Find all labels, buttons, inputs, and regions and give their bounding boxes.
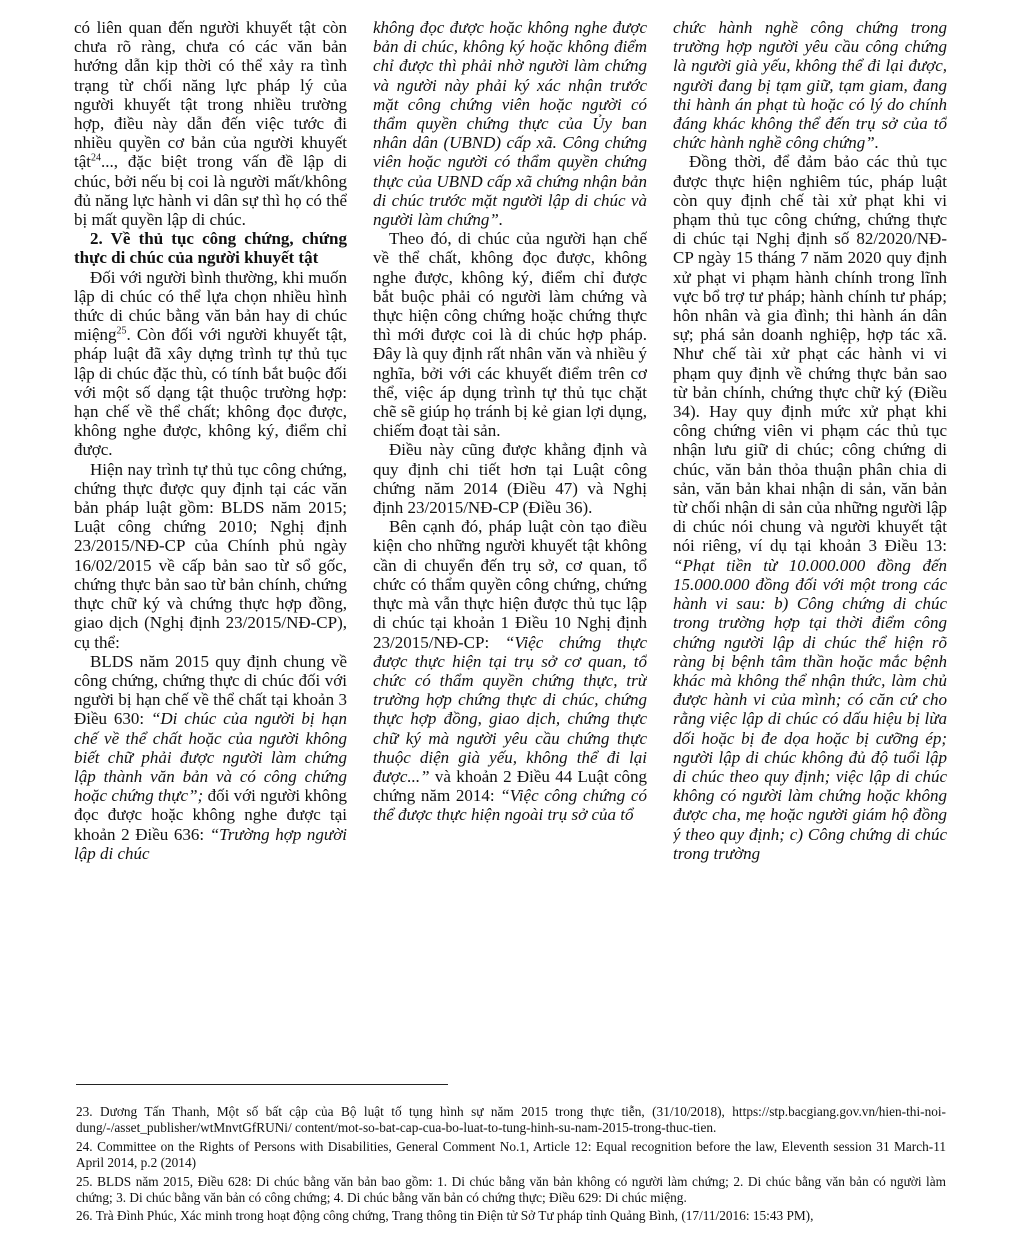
column-3 <box>673 18 947 1058</box>
paragraph-text: . Còn đối với người khuyết tật, pháp luật đã xây dựng trình tự thủ tục lập di chúc đặc thù, có tính bắt buộc đối với một số dạng tật thuộc trường hợp: hạn chế về thể chất; không đọc được, không nghe được, không ký, điểm chỉ được. <box>74 325 347 460</box>
legal-quote: không đọc được hoặc không nghe được bản di chúc, không ký hoặc không điểm chỉ được thì phải nhờ người làm chứng và người này phải ký xác nhận trước mặt công chứng viên hoặc người có thẩm quyền chứng thực của Ủy ban nhân dân (UBND) cấp xã. Công chứng viên hoặc người có thẩm quyền chứng thực của UBND cấp xã chứng nhận bản di chúc trước mặt người lập di chúc và người làm chứng”. <box>373 18 647 230</box>
legal-quote: “Di chúc của người bị hạn chế về thể chất hoặc của người không biết chữ phải được người làm chứng lập thành văn bản và có công chứng hoặc chứng thực”; <box>74 709 347 806</box>
paragraph <box>74 18 347 229</box>
paragraph <box>673 152 947 863</box>
paragraph-text: đối với người không đọc được hoặc không nghe được tại khoản 2 Điều 636: <box>74 786 347 844</box>
paragraph-text: và khoản 2 Điều 44 Luật công chứng năm 2014: <box>373 766 647 806</box>
paragraph-text: có liên quan đến người khuyết tật còn chưa rõ ràng, chưa có các văn bản hướng dẫn kịp thời có thể xảy ra tình trạng từ chối năng lực pháp lý của người khuyết tật trong nhiều trường hợp, điều này dẫn đến việc tước đi nhiều quyền cơ bản của người khuyết tật <box>74 18 347 172</box>
paragraph-text: Bên cạnh đó, pháp luật còn tạo điều kiện cho những người khuyết tật không cần di chuyển đến trụ sở, cơ quan, tổ chức có thẩm quyền công chứng, chứng thực mà vẫn thực hiện được thủ tục lập di chúc tại khoản 1 Điều 10 Nghị định 23/2015/NĐ-CP: <box>373 517 647 652</box>
paragraph-text: Đối với người bình thường, khi muốn lập di chúc có thể lựa chọn nhiều hình thức di chúc bằng văn bản hay di chúc miệng <box>74 267 347 345</box>
legal-quote: “Trường hợp người lập di chúc <box>74 824 347 863</box>
legal-quote: “Việc chứng thực được thực hiện tại trụ sở cơ quan, tổ chức có thẩm quyền chứng thực, trừ trường hợp chứng thực di chúc, chứng thực hợp đồng, giao dịch, chứng thực chữ ký mà người yêu cầu chứng thực thuộc diện già yếu, không thể đi lại được...” <box>373 632 647 786</box>
paragraph: Điều này cũng được khẳng định và quy định chi tiết hơn tại Luật công chứng năm 2014 (Điều 47) và Nghị định 23/2015/NĐ-CP (Điều 36). <box>373 440 647 518</box>
paragraph: Theo đó, di chúc của người hạn chế về thể chất, không đọc được, không nghe được, không ký, điểm chỉ được bắt buộc phải có người làm chứng và thực hiện công chứng hoặc chứng thực thì mới được coi là di chúc hợp pháp. Đây là quy định rất nhân văn và nhiều ý nghĩa, bởi với các khuyết điểm trên cơ thể, việc áp dụng trình tự thủ tục chặt chẽ sẽ giúp họ tránh bị kẻ gian lợi dụng, chiếm đoạt tài sản. <box>373 229 647 441</box>
footnote-23: 23. Dương Tấn Thanh, Một số bất cập của Bộ luật tố tụng hình sự năm 2015 trong thực tiễn, (31/10/2018), https://stp.bacgiang.gov.vn/hien-thi-noi-dung/-/asset_publisher/wtMnvtGfRUNi/ content/mot-so-bat-cap-cua-bo-luat-to-tung-hinh-su-nam-2015-trong-thuc-tien. <box>76 1104 946 1136</box>
paragraph-text: Đồng thời, để đảm bảo các thủ tục được thực hiện nghiêm túc, pháp luật còn quy định chế tài xử phạt khi vi phạm thủ tục công chứng, chứng thực di chúc tại Nghị định số 82/2020/NĐ-CP ngày 15 tháng 7 năm 2020 quy định xử phạt vi phạm hành chính trong lĩnh vực bổ trợ tư pháp; hành chính tư pháp; hôn nhân và gia đình; thi hành án dân sự; phá sản doanh nghiệp, hợp tác xã. Như chế tài xử phạt các hành vi vi phạm quy định về chứng thực bản sao từ bản chính, chứng thực chữ ký (Điều 34). Hay quy định mức xử phạt khi công chứng viên vi phạm các thủ tục nhận lưu giữ di chúc; công chứng di chúc, văn bản thỏa thuận phân chia di sản, văn bản khai nhận di sản, văn bản từ chối nhận di sản của những người lập di chúc nói chung và người khuyết tật nói riêng, ví dụ tại khoản 3 Điều 13: <box>673 152 947 556</box>
paragraph-text: BLDS năm 2015 quy định chung về công chứng, chứng thực di chúc đối với người bị hạn chế về thể chất tại khoản 3 Điều 630: <box>74 651 347 729</box>
paragraph <box>373 517 647 824</box>
paragraph-text: ..., đặc biệt trong vấn đề lập di chúc, bởi nếu bị coi là người mất/không đủ năng lực hành vi dân sự thì họ có thể bị mất quyền lập di chúc. <box>74 152 347 230</box>
footnote-25: 25. BLDS năm 2015, Điều 628: Di chúc bằng văn bản bao gồm: 1. Di chúc bằng văn bản không có người làm chứng; 2. Di chúc bằng văn bản có người làm chứng; 3. Di chúc bằng văn bản có công chứng; 4. Di chúc bằng văn bản có chứng thực; Điều 629: Di chúc miệng. <box>76 1173 946 1206</box>
body-columns <box>74 18 947 1058</box>
footnote-divider <box>76 1084 448 1085</box>
footnote-ref[interactable]: 24 <box>91 152 101 164</box>
footnote-26: 26. Trà Đình Phúc, Xác minh trong hoạt động công chứng, Trang thông tin Điện tử Sở Tư pháp tỉnh Quảng Bình, (17/11/2016: 15:43 PM), <box>76 1208 814 1224</box>
footnote-ref[interactable]: 25 <box>116 325 127 337</box>
column-1 <box>74 18 347 1058</box>
paragraph <box>74 268 347 460</box>
paragraph: Hiện nay trình tự thủ tục công chứng, chứng thực được quy định tại các văn bản pháp luật gồm: BLDS năm 2015; Luật công chứng 2010; Nghị định 23/2015/NĐ-CP của Chính phủ ngày 16/02/2015 về cấp bản sao từ sổ gốc, chứng thực bản sao từ bản chính, chứng thực chữ ký và chứng thực hợp đồng, giao dịch (Nghị định 23/2015/NĐ-CP), cụ thể: <box>74 459 347 652</box>
section-heading: 2. Về thủ tục công chứng, chứng thực di chúc của người khuyết tật <box>74 229 347 268</box>
legal-quote: “Phạt tiền từ 10.000.000 đồng đến 15.000.000 đồng đối với một trong các hành vi sau: b) Công chứng di chúc trong trường hợp tại thời điểm công chứng người lập di chúc thể hiện rõ ràng bị bệnh tâm thần hoặc mắc bệnh khác mà không thể nhận thức, làm chủ được hành vi của mình; có căn cứ cho rằng việc lập di chúc có dấu hiệu bị lừa dối hoặc bị đe dọa hoặc bị cưỡng ép; người lập di chúc không đủ độ tuổi lập di chúc theo quy định; việc lập di chúc không có người làm chứng hoặc không được cha, mẹ hoặc người giám hộ đồng ý theo quy định; c) Công chứng di chúc trong trường <box>673 555 947 863</box>
column-2 <box>373 18 647 1058</box>
footnote-24: 24. Committee on the Rights of Persons with Disabilities, General Comment No.1, Article 12: Equal recognition before the law, Eleventh session 31 March-11 April 2014, p.2 (2014) <box>76 1138 946 1171</box>
paragraph <box>74 652 347 863</box>
footnotes <box>76 1104 946 1227</box>
legal-quote: chức hành nghề công chứng trong trường hợp người yêu cầu công chứng là người già yếu, không thể đi lại được, người đang bị tạm giữ, tạm giam, đang thi hành án phạt tù hoặc có lý do chính đáng khác không thể đến trụ sở của tổ chức hành nghề công chứng”. <box>673 18 947 153</box>
legal-quote: “Việc công chứng có thể được thực hiện ngoài trụ sở của tổ <box>373 786 647 825</box>
